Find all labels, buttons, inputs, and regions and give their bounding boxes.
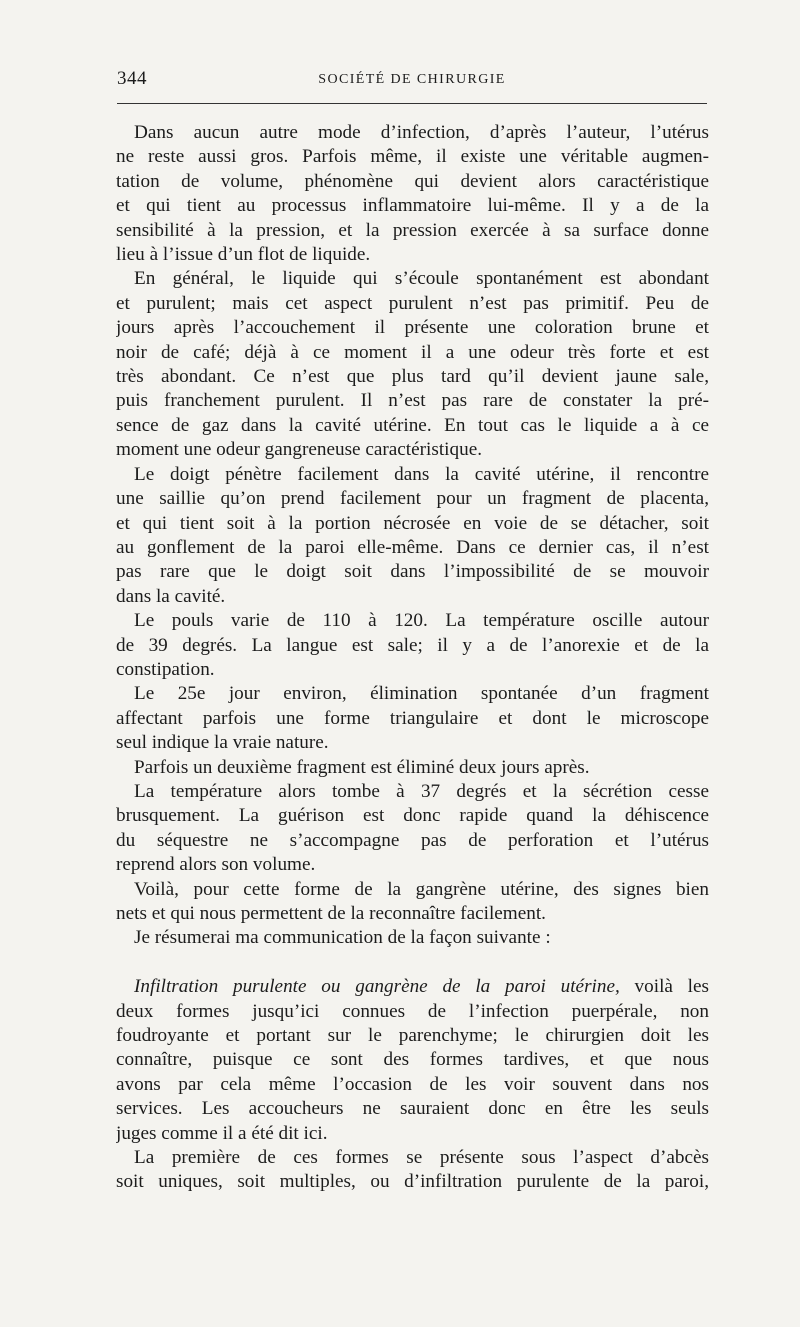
paragraph bbox=[116, 1146, 709, 1195]
text-line: soit uniques, soit multiples, ou d’infiltration purulente de la paroi, bbox=[116, 1171, 709, 1193]
paragraph bbox=[116, 121, 709, 267]
text-line: nets et qui nous permettent de la reconnaître facilement. bbox=[116, 903, 546, 924]
paragraph bbox=[116, 463, 709, 609]
text-line: Je résumerai ma communication de la façon suivante : bbox=[134, 927, 551, 949]
text-line: services. Les accoucheurs ne sauraient donc en être les seuls bbox=[116, 1098, 709, 1120]
text-line bbox=[116, 975, 709, 999]
text-line: ne reste aussi gros. Parfois même, il existe une véritable augmen- bbox=[116, 146, 709, 168]
paragraph bbox=[116, 926, 709, 950]
page-header bbox=[117, 68, 707, 98]
text-line: puis franchement purulent. Il n’est pas rare de constater la pré- bbox=[116, 390, 709, 412]
text-line: reprend alors son volume. bbox=[116, 854, 316, 876]
text-line: au gonflement de la paroi elle-même. Dans ce dernier cas, il n’est bbox=[116, 536, 709, 558]
text-line: dans la cavité. bbox=[116, 585, 226, 607]
text-line: et qui tient au processus inflammatoire lui-même. Il y a de la bbox=[116, 195, 709, 217]
text-line: noir de café; déjà à ce moment il a une odeur très forte et est bbox=[116, 341, 709, 363]
text-line: Le pouls varie de 110 à 120. La température oscille autour bbox=[134, 610, 709, 632]
text-line: foudroyante et portant sur le parenchyme; le chirurgien doit les bbox=[116, 1025, 709, 1047]
text-line: pas rare que le doigt soit dans l’impossibilité de se mouvoir bbox=[116, 561, 709, 583]
text-line: Le 25e jour environ, élimination spontanée d’un fragment bbox=[134, 683, 709, 705]
text-line: tation de volume, phénomène qui devient alors caractéristique bbox=[116, 170, 709, 192]
text-line: du séquestre ne s’accompagne pas de perforation et l’utérus bbox=[116, 829, 709, 851]
text-line: et qui tient soit à la portion nécrosée en voie de se détacher, soit bbox=[116, 512, 709, 534]
text-line: juges comme il a été dit ici. bbox=[116, 1122, 328, 1144]
paragraph bbox=[116, 975, 709, 1146]
text-line: Voilà, pour cette forme de la gangrène utérine, des signes bien bbox=[134, 878, 709, 900]
text-line: connaître, puisque ce sont des formes tardives, et que nous bbox=[116, 1049, 709, 1071]
paragraph bbox=[116, 756, 709, 780]
text-line: Dans aucun autre mode d’infection, d’après l’auteur, l’utérus bbox=[134, 122, 709, 143]
paragraph bbox=[116, 780, 709, 878]
text-line: Le doigt pénètre facilement dans la cavité utérine, il rencontre bbox=[134, 463, 709, 485]
text-line: de 39 degrés. La langue est sale; il y a de l’anorexie et de la bbox=[116, 634, 709, 656]
text-line: lieu à l’issue d’un flot de liquide. bbox=[116, 244, 371, 266]
paragraph bbox=[116, 267, 709, 462]
paragraph bbox=[116, 609, 709, 682]
running-head: SOCIÉTÉ DE CHIRURGIE bbox=[318, 72, 506, 87]
paragraph bbox=[116, 878, 709, 927]
text-line: une saillie qu’on prend facilement pour un fragment de placenta, bbox=[116, 488, 709, 510]
text-fragment: voilà les bbox=[634, 976, 709, 998]
text-line: moment une odeur gangreneuse caractéristique. bbox=[116, 439, 483, 461]
paragraph bbox=[116, 682, 709, 755]
text-line: très abondant. Ce n’est que plus tard qu’il devient jaune sale, bbox=[116, 366, 709, 388]
page-number: 344 bbox=[117, 68, 147, 89]
text-line: deux formes jusqu’ici connues de l’infection puerpérale, non bbox=[116, 1000, 709, 1022]
text-line: seul indique la vraie nature. bbox=[116, 732, 329, 754]
body-text bbox=[116, 121, 709, 1195]
text-line: sensibilité à la pression, et la pression exercée à sa surface donne bbox=[116, 219, 709, 241]
text-line: avons par cela même l’occasion de les voir souvent dans nos bbox=[116, 1073, 709, 1095]
italic-phrase: Infiltration purulente ou gangrène de la paroi utérine, bbox=[134, 976, 620, 998]
text-line: sence de gaz dans la cavité utérine. En tout cas le liquide a à ce bbox=[116, 414, 709, 436]
text-line: affectant parfois une forme triangulaire et dont le microscope bbox=[116, 707, 709, 729]
text-line: La première de ces formes se présente sous l’aspect d’abcès bbox=[134, 1147, 709, 1169]
text-line: jours après l’accouchement il présente une coloration brune et bbox=[116, 317, 709, 339]
text-line: En général, le liquide qui s’écoule spontanément est abondant bbox=[134, 268, 709, 290]
text-line: et purulent; mais cet aspect purulent n’est pas primitif. Peu de bbox=[116, 292, 709, 314]
text-line: brusquement. La guérison est donc rapide quand la déhiscence bbox=[116, 805, 709, 827]
text-line: constipation. bbox=[116, 658, 215, 680]
paragraph-gap bbox=[116, 951, 709, 975]
header-rule bbox=[117, 103, 707, 104]
text-line: Parfois un deuxième fragment est éliminé deux jours après. bbox=[134, 756, 590, 778]
text-line: La température alors tombe à 37 degrés et la sécrétion cesse bbox=[134, 780, 709, 802]
